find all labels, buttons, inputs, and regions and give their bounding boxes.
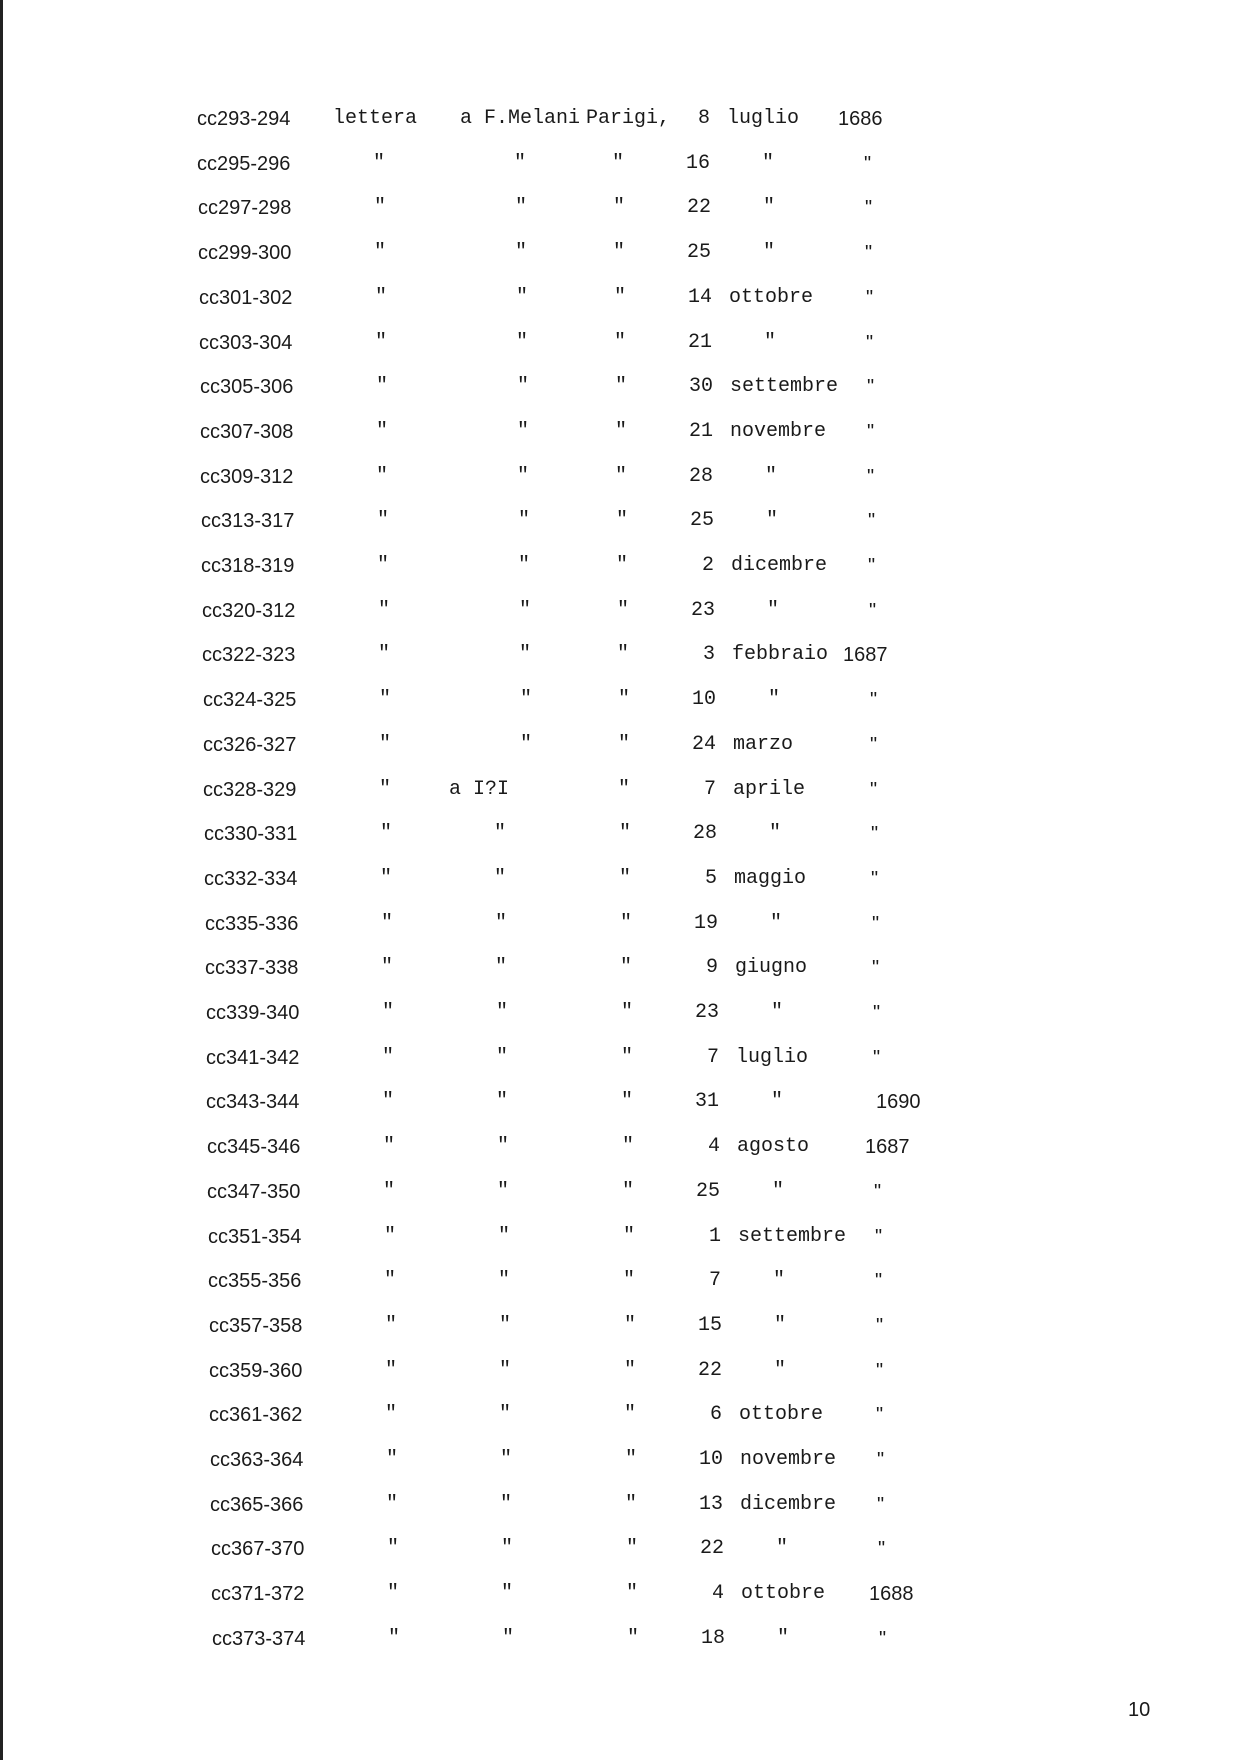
table-row <box>0 1222 1257 1252</box>
recipient: " <box>498 1225 511 1248</box>
recipient: " <box>496 1001 509 1024</box>
table-row <box>0 819 1257 849</box>
table-row <box>0 1132 1257 1162</box>
place: " <box>624 1359 637 1382</box>
folio-reference: cc305-306 <box>200 376 294 398</box>
folio-reference: cc322-323 <box>202 644 296 666</box>
folio-reference: cc299-300 <box>198 242 292 264</box>
year: " <box>866 332 874 354</box>
document-type: " <box>374 196 387 219</box>
document-type: " <box>380 867 393 890</box>
recipient: " <box>518 509 531 532</box>
place: " <box>614 286 627 309</box>
recipient: " <box>497 1180 510 1203</box>
document-type: " <box>382 1001 395 1024</box>
document-type: " <box>380 822 393 845</box>
month: ottobre <box>729 286 814 309</box>
day: 22 <box>699 1537 724 1560</box>
year: " <box>875 1226 883 1248</box>
place: " <box>621 1046 634 1069</box>
table-row <box>0 1177 1257 1207</box>
document-type: " <box>385 1359 398 1382</box>
recipient: " <box>499 1359 512 1382</box>
month: agosto <box>737 1135 810 1158</box>
day: 23 <box>690 599 715 622</box>
month: maggio <box>734 867 807 890</box>
month: " <box>777 1627 790 1650</box>
place: " <box>618 688 631 711</box>
day: 25 <box>686 241 711 264</box>
place: " <box>620 956 633 979</box>
table-row <box>0 1490 1257 1520</box>
place: " <box>613 196 626 219</box>
year: 1687 <box>843 644 888 666</box>
month: " <box>774 1314 787 1337</box>
folio-reference: cc301-302 <box>199 287 293 309</box>
place: " <box>622 1180 635 1203</box>
recipient: " <box>497 1135 510 1158</box>
folio-reference: cc367-370 <box>211 1538 305 1560</box>
folio-reference: cc324-325 <box>203 689 297 711</box>
document-type: " <box>376 420 389 443</box>
folio-reference: cc347-350 <box>207 1181 301 1203</box>
folio-reference: cc371-372 <box>211 1583 305 1605</box>
place: " <box>620 912 633 935</box>
document-type: " <box>381 912 394 935</box>
folio-reference: cc309-312 <box>200 466 294 488</box>
folio-reference: cc339-340 <box>206 1002 300 1024</box>
folio-reference: cc320-312 <box>202 600 296 622</box>
table-row <box>0 1311 1257 1341</box>
recipient: " <box>515 196 528 219</box>
folio-reference: cc307-308 <box>200 421 294 443</box>
folio-reference: cc363-364 <box>210 1449 304 1471</box>
table-row <box>0 1043 1257 1073</box>
folio-reference: cc341-342 <box>206 1047 300 1069</box>
month: settembre <box>730 375 839 398</box>
page-number: 10 <box>1128 1699 1151 1721</box>
recipient: " <box>494 822 507 845</box>
document-type: " <box>379 778 392 801</box>
day: 25 <box>689 509 714 532</box>
month: " <box>774 1359 787 1382</box>
folio-reference: cc295-296 <box>197 153 291 175</box>
folio-reference: cc330-331 <box>204 823 298 845</box>
table-row <box>0 193 1257 223</box>
table-row <box>0 640 1257 670</box>
year: " <box>869 600 877 622</box>
day: 18 <box>700 1627 725 1650</box>
folio-reference: cc293-294 <box>197 108 291 130</box>
month: novembre <box>730 420 827 443</box>
place: " <box>614 331 627 354</box>
year: " <box>876 1404 884 1426</box>
day: 15 <box>697 1314 722 1337</box>
table-row <box>0 1356 1257 1386</box>
place: " <box>612 152 625 175</box>
table-row <box>0 953 1257 983</box>
table-row <box>0 462 1257 492</box>
folio-reference: cc332-334 <box>204 868 298 890</box>
month: " <box>763 196 776 219</box>
folio-reference: cc303-304 <box>199 332 293 354</box>
document-type: " <box>386 1493 399 1516</box>
document-type: " <box>387 1582 400 1605</box>
place: " <box>625 1448 638 1471</box>
document-type: " <box>377 509 390 532</box>
folio-reference: cc361-362 <box>209 1404 303 1426</box>
year: " <box>877 1494 885 1516</box>
recipient: " <box>514 152 527 175</box>
folio-reference: cc351-354 <box>208 1226 302 1248</box>
place: " <box>617 599 630 622</box>
month: " <box>773 1269 786 1292</box>
month: " <box>764 331 777 354</box>
recipient: " <box>516 286 529 309</box>
folio-reference: cc328-329 <box>203 779 297 801</box>
year: " <box>878 1538 886 1560</box>
table-row <box>0 149 1257 179</box>
document-type: lettera <box>333 107 418 130</box>
table-row <box>0 417 1257 447</box>
table-row <box>0 1087 1257 1117</box>
year: " <box>865 242 873 264</box>
year: " <box>873 1047 881 1069</box>
table-row <box>0 730 1257 760</box>
table-row <box>0 909 1257 939</box>
folio-reference: cc357-358 <box>209 1315 303 1337</box>
document-type: " <box>376 375 389 398</box>
recipient: " <box>517 420 530 443</box>
table-row <box>0 1400 1257 1430</box>
table-row <box>0 283 1257 313</box>
place: " <box>623 1225 636 1248</box>
place: " <box>615 465 628 488</box>
year: " <box>871 868 879 890</box>
table-row <box>0 685 1257 715</box>
document-type: " <box>388 1627 401 1650</box>
day: 10 <box>691 688 716 711</box>
year: " <box>866 287 874 309</box>
place: " <box>626 1537 639 1560</box>
year: " <box>873 1002 881 1024</box>
day: 1 <box>708 1225 721 1248</box>
recipient: " <box>495 956 508 979</box>
year: 1688 <box>869 1583 914 1605</box>
folio-reference: cc297-298 <box>198 197 292 219</box>
place: " <box>624 1403 637 1426</box>
recipient: " <box>519 599 532 622</box>
day: 5 <box>704 867 717 890</box>
folio-reference: cc365-366 <box>210 1494 304 1516</box>
table-row <box>0 372 1257 402</box>
place: " <box>627 1627 640 1650</box>
month: " <box>772 1180 785 1203</box>
year: " <box>870 689 878 711</box>
recipient: " <box>501 1537 514 1560</box>
recipient: " <box>520 733 533 756</box>
document-type: " <box>379 733 392 756</box>
folio-reference: cc326-327 <box>203 734 297 756</box>
place: " <box>625 1493 638 1516</box>
place: " <box>624 1314 637 1337</box>
document-type: " <box>386 1448 399 1471</box>
day: 23 <box>694 1001 719 1024</box>
month: marzo <box>733 733 794 756</box>
month: " <box>770 912 783 935</box>
recipient: " <box>499 1314 512 1337</box>
recipient: " <box>502 1627 515 1650</box>
place: " <box>626 1582 639 1605</box>
month: novembre <box>740 1448 837 1471</box>
table-row <box>0 864 1257 894</box>
recipient: " <box>500 1448 513 1471</box>
recipient: " <box>517 375 530 398</box>
year: " <box>877 1449 885 1471</box>
day: 28 <box>692 822 717 845</box>
day: 21 <box>688 420 713 443</box>
recipient: " <box>498 1269 511 1292</box>
table-row <box>0 506 1257 536</box>
document-type: " <box>382 1046 395 1069</box>
place: " <box>621 1090 634 1113</box>
day: 22 <box>697 1359 722 1382</box>
document-type: " <box>385 1403 398 1426</box>
day: 6 <box>709 1403 722 1426</box>
recipient: " <box>516 331 529 354</box>
year: " <box>865 197 873 219</box>
year: 1690 <box>876 1091 921 1113</box>
day: 24 <box>691 733 716 756</box>
place: " <box>623 1269 636 1292</box>
recipient: a I?I <box>449 778 510 801</box>
year: " <box>876 1360 884 1382</box>
table-row <box>0 775 1257 805</box>
day: 21 <box>687 331 712 354</box>
folio-reference: cc313-317 <box>201 510 295 532</box>
year: " <box>872 957 880 979</box>
place: " <box>616 554 629 577</box>
day: 31 <box>694 1090 719 1113</box>
table-row <box>0 551 1257 581</box>
year: " <box>871 823 879 845</box>
document-type: " <box>387 1537 400 1560</box>
place: " <box>618 778 631 801</box>
recipient: " <box>517 465 530 488</box>
recipient: " <box>518 554 531 577</box>
folio-reference: cc373-374 <box>212 1628 306 1650</box>
day: 14 <box>687 286 712 309</box>
document-type: " <box>385 1314 398 1337</box>
year: 1687 <box>865 1136 910 1158</box>
place: " <box>619 822 632 845</box>
document-type: " <box>374 241 387 264</box>
recipient: " <box>496 1090 509 1113</box>
day: 7 <box>708 1269 721 1292</box>
month: " <box>771 1090 784 1113</box>
table-row <box>0 328 1257 358</box>
day: 4 <box>711 1582 724 1605</box>
month: dicembre <box>731 554 828 577</box>
place: " <box>617 643 630 666</box>
year: " <box>870 779 878 801</box>
month: giugno <box>735 956 808 979</box>
document-type: " <box>384 1225 397 1248</box>
day: 4 <box>707 1135 720 1158</box>
place: " <box>622 1135 635 1158</box>
document-type: " <box>376 465 389 488</box>
recipient: " <box>499 1403 512 1426</box>
table-row <box>0 998 1257 1028</box>
table-row <box>0 104 1257 134</box>
place: " <box>619 867 632 890</box>
document-type: " <box>381 956 394 979</box>
year: " <box>870 734 878 756</box>
folio-reference: cc343-344 <box>206 1091 300 1113</box>
recipient: " <box>501 1582 514 1605</box>
month: ottobre <box>741 1582 826 1605</box>
folio-reference: cc345-346 <box>207 1136 301 1158</box>
recipient: " <box>495 912 508 935</box>
year: " <box>867 421 875 443</box>
month: " <box>767 599 780 622</box>
folio-reference: cc359-360 <box>209 1360 303 1382</box>
year: " <box>874 1181 882 1203</box>
year: " <box>864 153 872 175</box>
recipient: " <box>496 1046 509 1069</box>
folio-reference: cc355-356 <box>208 1270 302 1292</box>
day: 2 <box>701 554 714 577</box>
year: " <box>879 1628 887 1650</box>
day: 30 <box>688 375 713 398</box>
recipient: a F.Melani <box>460 107 581 130</box>
month: " <box>765 465 778 488</box>
document-type: " <box>375 286 388 309</box>
year: 1686 <box>838 108 883 130</box>
place: " <box>613 241 626 264</box>
day: 25 <box>695 1180 720 1203</box>
month: " <box>771 1001 784 1024</box>
year: " <box>868 555 876 577</box>
month: dicembre <box>740 1493 837 1516</box>
month: " <box>762 152 775 175</box>
month: luglio <box>736 1046 809 1069</box>
table-row <box>0 596 1257 626</box>
month: aprile <box>733 778 806 801</box>
month: ottobre <box>739 1403 824 1426</box>
month: " <box>766 509 779 532</box>
year: " <box>867 376 875 398</box>
folio-reference: cc335-336 <box>205 913 299 935</box>
month: " <box>768 688 781 711</box>
recipient: " <box>500 1493 513 1516</box>
folio-reference: cc318-319 <box>201 555 295 577</box>
year: " <box>867 466 875 488</box>
document-type: " <box>375 331 388 354</box>
year: " <box>868 510 876 532</box>
document-type: " <box>383 1180 396 1203</box>
document-type: " <box>378 599 391 622</box>
month: " <box>776 1537 789 1560</box>
recipient: " <box>520 688 533 711</box>
table-row <box>0 1534 1257 1564</box>
table-row <box>0 1624 1257 1654</box>
year: " <box>876 1315 884 1337</box>
year: " <box>875 1270 883 1292</box>
folio-reference: cc337-338 <box>205 957 299 979</box>
place: " <box>621 1001 634 1024</box>
day: 7 <box>706 1046 719 1069</box>
table-row <box>0 238 1257 268</box>
month: " <box>769 822 782 845</box>
day: 3 <box>702 643 715 666</box>
day: 16 <box>685 152 710 175</box>
day: 22 <box>686 196 711 219</box>
table-row <box>0 1445 1257 1475</box>
day: 7 <box>703 778 716 801</box>
day: 13 <box>698 1493 723 1516</box>
document-type: " <box>378 643 391 666</box>
month: luglio <box>727 107 800 130</box>
recipient: " <box>494 867 507 890</box>
place: " <box>616 509 629 532</box>
place: " <box>618 733 631 756</box>
day: 28 <box>688 465 713 488</box>
document-type: " <box>382 1090 395 1113</box>
place: Parigi, <box>586 107 671 130</box>
document-type: " <box>379 688 392 711</box>
document-type: " <box>373 152 386 175</box>
recipient: " <box>515 241 528 264</box>
recipient: " <box>519 643 532 666</box>
table-row <box>0 1579 1257 1609</box>
place: " <box>615 420 628 443</box>
document-type: " <box>384 1269 397 1292</box>
month: settembre <box>738 1225 847 1248</box>
day: 8 <box>697 107 710 130</box>
day: 19 <box>693 912 718 935</box>
month: " <box>763 241 776 264</box>
day: 9 <box>705 956 718 979</box>
document-type: " <box>383 1135 396 1158</box>
day: 10 <box>698 1448 723 1471</box>
month: febbraio <box>732 643 829 666</box>
document-type: " <box>377 554 390 577</box>
place: " <box>615 375 628 398</box>
table-row <box>0 1266 1257 1296</box>
year: " <box>872 913 880 935</box>
